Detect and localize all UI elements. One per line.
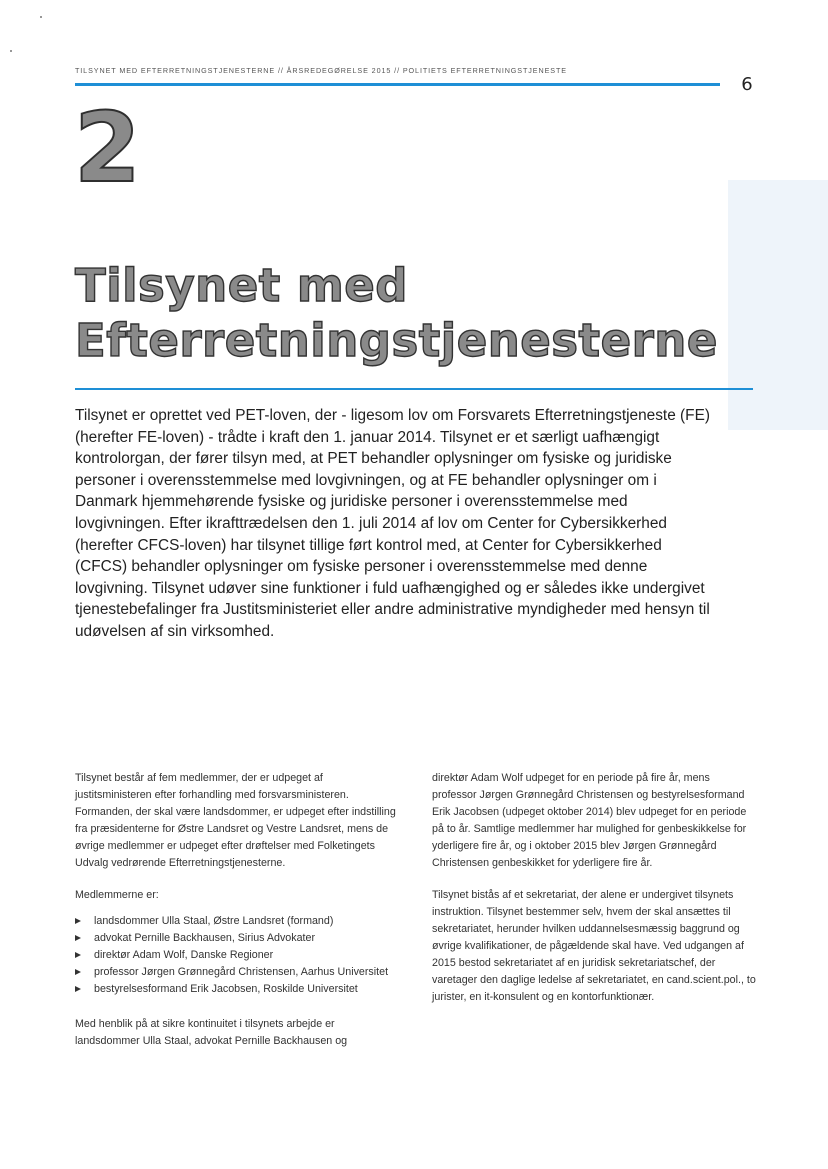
list-item: professor Jørgen Grønnegård Christensen, Aarhus Universitet (75, 964, 400, 981)
header-rule (75, 83, 720, 86)
running-header: TILSYNET MED EFTERRETNINGSTJENESTERNE // ÅRSREDEGØRELSE 2015 // POLITIETS EFTERRETNINGSTJENESTE (75, 66, 567, 75)
triangle-bullet-icon (75, 935, 81, 941)
composition-paragraph: Tilsynet består af fem medlemmer, der er udpeget af justitsministeren efter forhandling med forsvarsministeren. Formanden, der skal være landsdommer, er udpeget efter indstilling fra præsidenterne for Østre Landsret og Vestre Landsret, mens de øvrige medlemmer er udpeget efter drøftelser med Folketingets Udvalg vedrørende Efterretningstjenesterne. (75, 772, 396, 869)
page-number: 6 (741, 74, 753, 95)
scan-speck (10, 50, 12, 52)
right-column (432, 770, 757, 1021)
terms-paragraph: direktør Adam Wolf udpeget for en periode på fire år, mens professor Jørgen Grønnegård Christensen og bestyrelsesformand Erik Jacobsen (udpeget oktober 2014) blev udpeget for en periode på to år. Samtlige medlemmer har mulighed for genbeskikkelse for yderligere fire år, og i oktober 2015 blev Jørgen Grønnegård Christensen genbeskikket for yderligere fire år. (432, 772, 747, 869)
chapter-number: 2 (74, 92, 141, 204)
triangle-bullet-icon (75, 986, 81, 992)
triangle-bullet-icon (75, 918, 81, 924)
members-list (75, 913, 400, 998)
side-tint-block (728, 180, 828, 430)
intro-paragraph: Tilsynet er oprettet ved PET-loven, der - ligesom lov om Forsvarets Efterretningstjeneste (FE) (herefter FE-loven) - trådte i kraft den 1. januar 2014. Tilsynet er et særligt uafhængigt kontrolorgan, der fører tilsyn med, at PET behandler oplysninger om fysiske og juridiske personer i overensstemmelse med lovgivningen, og at FE behandler oplysninger om i Danmark hjemmehørende fysiske og juridiske personer i overensstemmelse med lovgivningen. Efter ikrafttrædelsen den 1. juli 2014 af lov om Center for Cybersikkerhed (herefter CFCS-loven) har tilsynet tillige ført kontrol med, at Center for Cybersikkerhed (CFCS) behandler oplysninger om fysiske personer i overensstemmelse med denne lovgivning. Tilsynet udøver sine funktioner i fuld uafhængighed og er således ikke undergivet tjenestebefalinger fra Justitsministeriet eller andre administrative myndigheder med hensyn til udøvelsen af sin virksomhed. (75, 407, 710, 640)
list-item: direktør Adam Wolf, Danske Regioner (75, 947, 400, 964)
triangle-bullet-icon (75, 952, 81, 958)
triangle-bullet-icon (75, 969, 81, 975)
chapter-title (75, 258, 735, 368)
list-item: landsdommer Ulla Staal, Østre Landsret (formand) (75, 913, 400, 930)
members-label: Medlemmerne er: (75, 889, 159, 901)
chapter-title-line-1: Tilsynet med (75, 259, 409, 312)
scan-speck (40, 16, 42, 18)
continuity-paragraph: Med henblik på at sikre kontinuitet i tilsynets arbejde er landsdommer Ulla Staal, advokat Pernille Backhausen og (75, 1018, 348, 1047)
chapter-title-line-2: Efterretningstjenesterne (75, 314, 718, 367)
title-rule (75, 388, 753, 390)
left-column (75, 770, 400, 1065)
list-item: advokat Pernille Backhausen, Sirius Advokater (75, 930, 400, 947)
list-item: bestyrelsesformand Erik Jacobsen, Roskilde Universitet (75, 981, 400, 998)
secretariat-paragraph: Tilsynet bistås af et sekretariat, der alene er undergivet tilsynets instruktion. Tilsynet bestemmer selv, hvem der skal ansættes til sekretariatet, herunder hvilken uddannelsesmæssig baggrund og øvrige kvalifikationer, de pågældende skal have. Ved udgangen af 2015 bestod sekretariatet af en juridisk sekretariatschef, der varetager den daglige ledelse af sekretariatet, en cand.scient.pol., to jurister, en it-konsulent og en kontorfunktionær. (432, 889, 756, 1003)
